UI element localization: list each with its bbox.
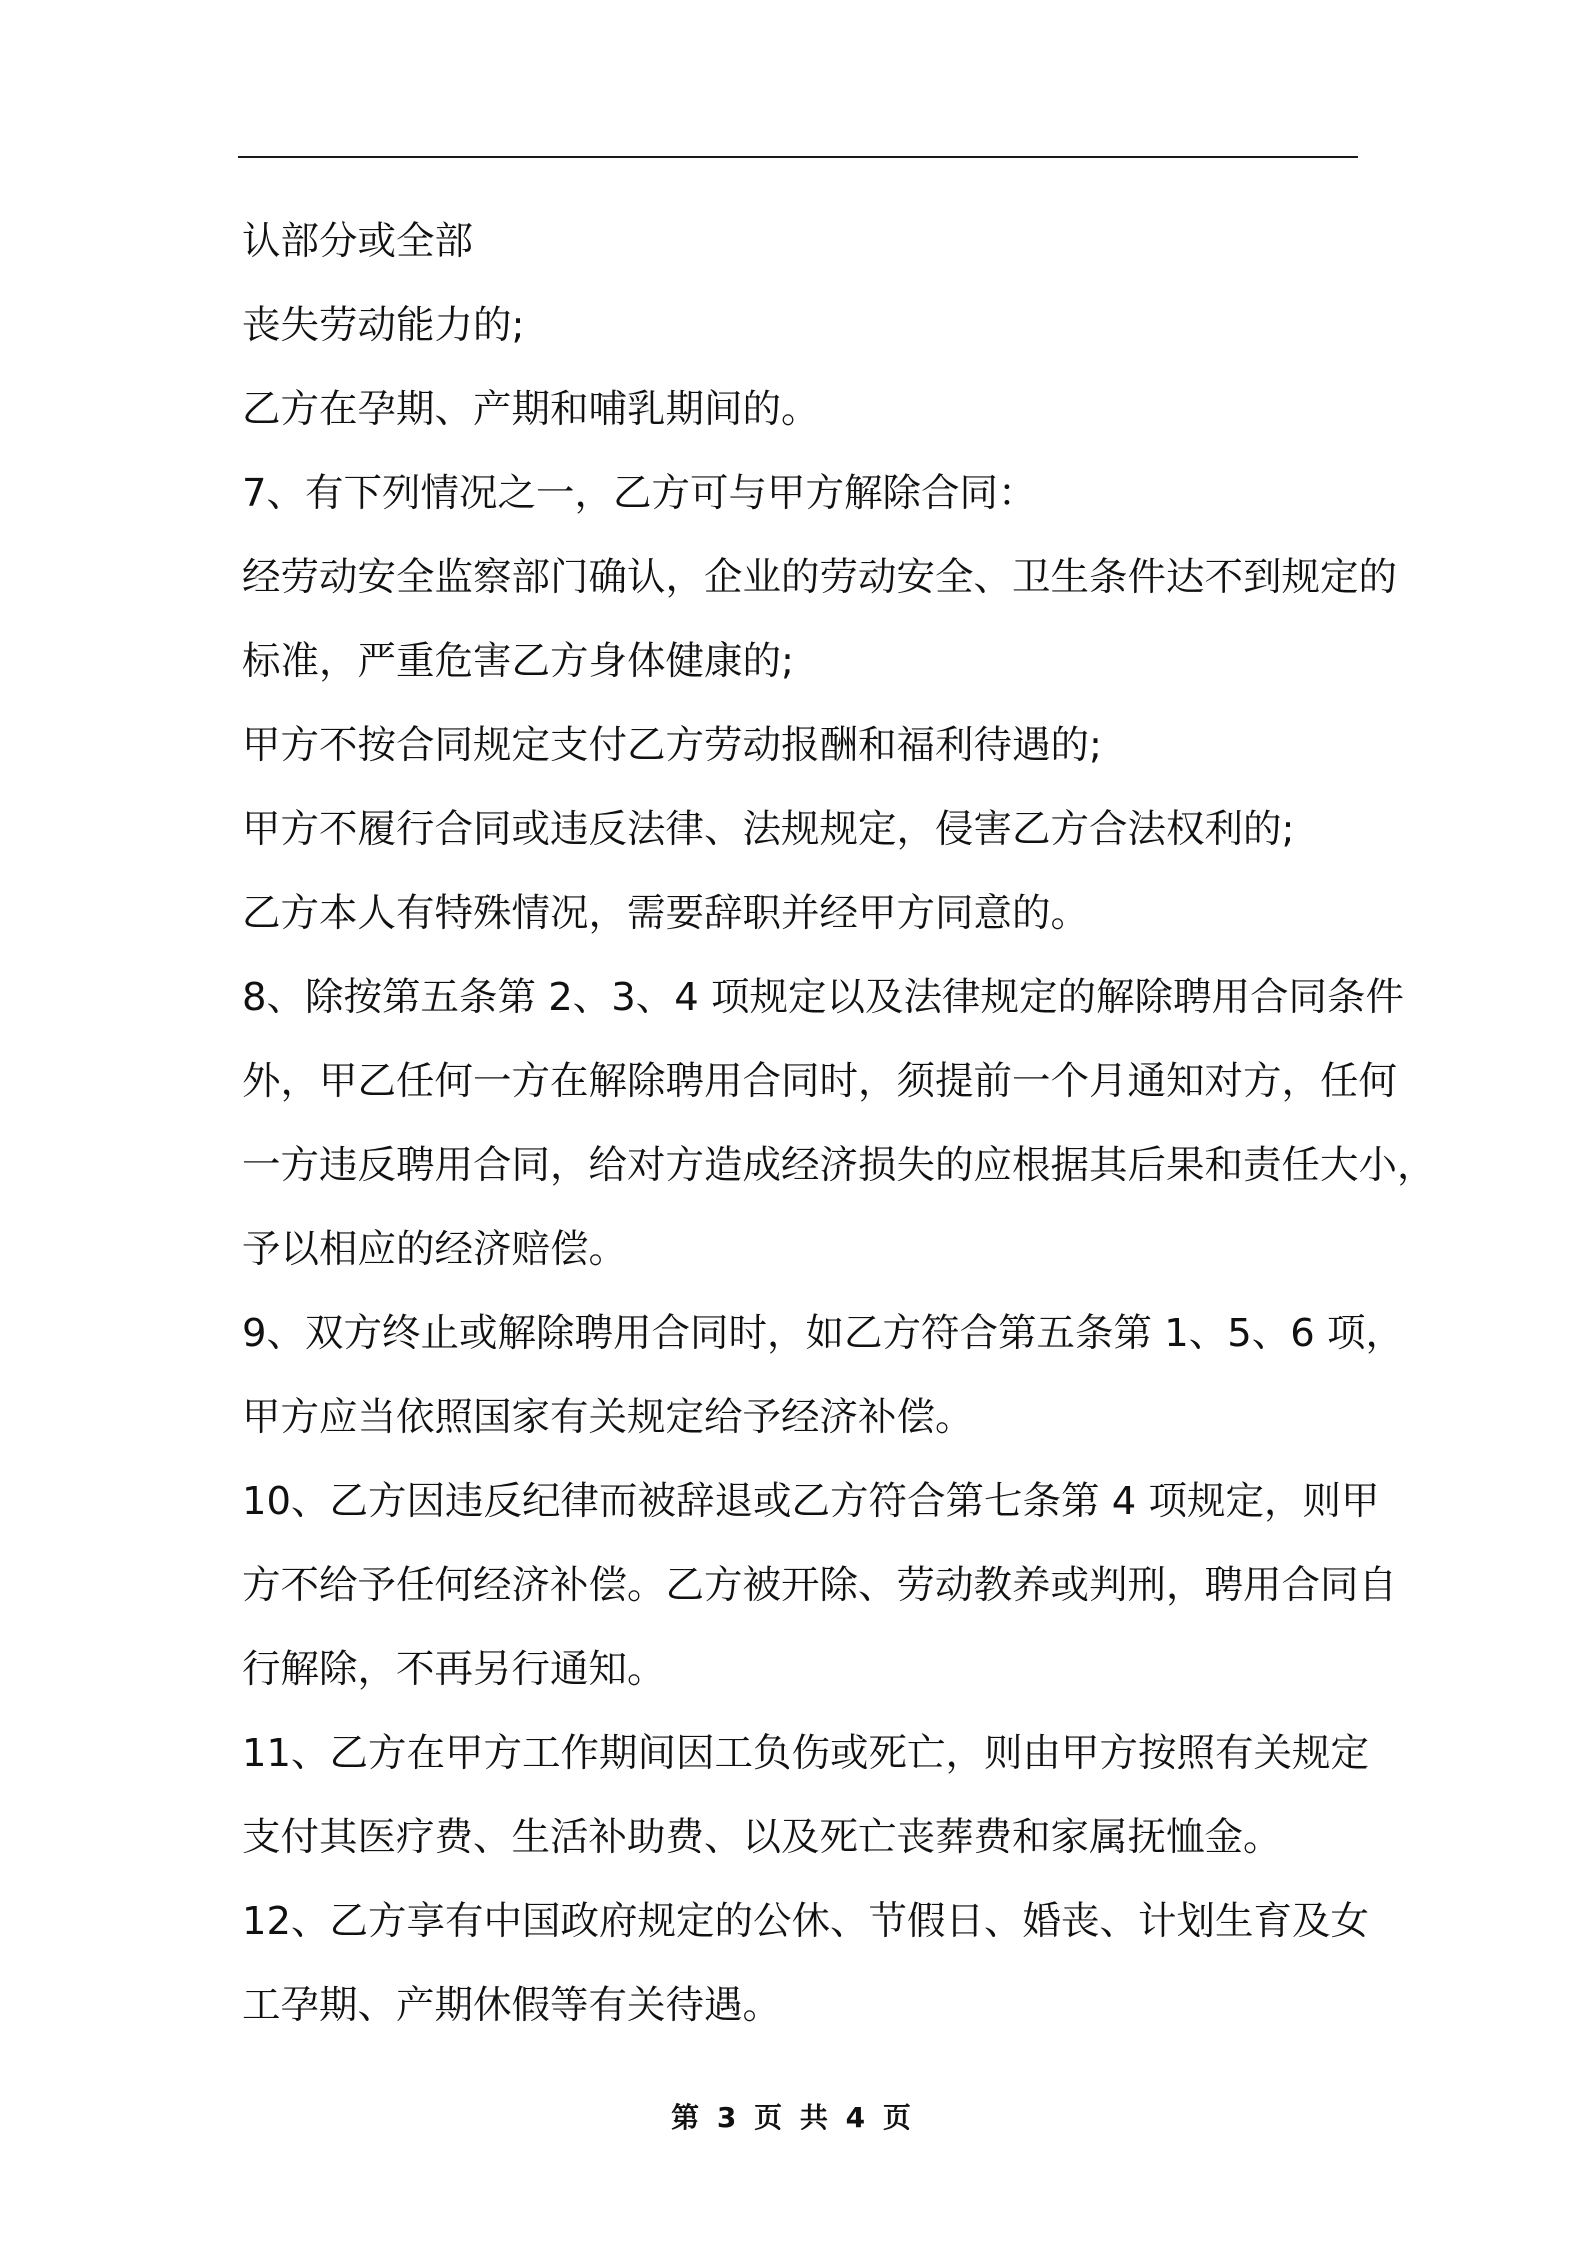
text-line: 行解除，不再另行通知。 [242, 1647, 666, 1692]
text-line: 甲方不按合同规定支付乙方劳动报酬和福利待遇的; [242, 723, 1102, 768]
text-line: 甲方不履行合同或违反法律、法规规定，侵害乙方合法权利的; [242, 807, 1295, 852]
text-line: 8、除按第五条第 2、3、4 项规定以及法律规定的解除聘用合同条件 [242, 975, 1404, 1020]
header-rule [238, 156, 1358, 158]
text-line: 10、乙方因违反纪律而被辞退或乙方符合第七条第 4 项规定，则甲 [242, 1479, 1380, 1524]
text-line: 一方违反聘用合同，给对方造成经济损失的应根据其后果和责任大小， [242, 1143, 1436, 1188]
text-line: 外，甲乙任何一方在解除聘用合同时，须提前一个月通知对方，任何 [242, 1059, 1398, 1104]
text-line: 丧失劳动能力的; [242, 303, 525, 348]
text-line: 工孕期、产期休假等有关待遇。 [242, 1983, 782, 2028]
text-line: 方不给予任何经济补偿。乙方被开除、劳动教养或判刑，聘用合同自 [242, 1563, 1398, 1608]
text-line: 乙方在孕期、产期和哺乳期间的。 [242, 387, 820, 432]
text-line: 乙方本人有特殊情况，需要辞职并经甲方同意的。 [242, 891, 1090, 936]
document-body [242, 200, 1436, 2048]
text-line: 12、乙方享有中国政府规定的公休、节假日、婚丧、计划生育及女 [242, 1899, 1369, 1944]
text-line: 7、有下列情况之一，乙方可与甲方解除合同： [242, 471, 1037, 516]
text-line: 认部分或全部 [242, 219, 474, 264]
text-line: 标准，严重危害乙方身体健康的; [242, 639, 794, 684]
text-line: 经劳动安全监察部门确认，企业的劳动安全、卫生条件达不到规定的 [242, 555, 1398, 600]
page-number-footer: 第 3 页 共 4 页 [671, 2101, 915, 2134]
text-line: 11、乙方在甲方工作期间因工负伤或死亡，则由甲方按照有关规定 [242, 1731, 1369, 1776]
text-line: 甲方应当依照国家有关规定给予经济补偿。 [242, 1395, 974, 1440]
text-line: 9、双方终止或解除聘用合同时，如乙方符合第五条第 1、5、6 项， [242, 1311, 1404, 1356]
text-line: 予以相应的经济赔偿。 [242, 1227, 628, 1272]
text-line: 支付其医疗费、生活补助费、以及死亡丧葬费和家属抚恤金。 [242, 1815, 1282, 1860]
